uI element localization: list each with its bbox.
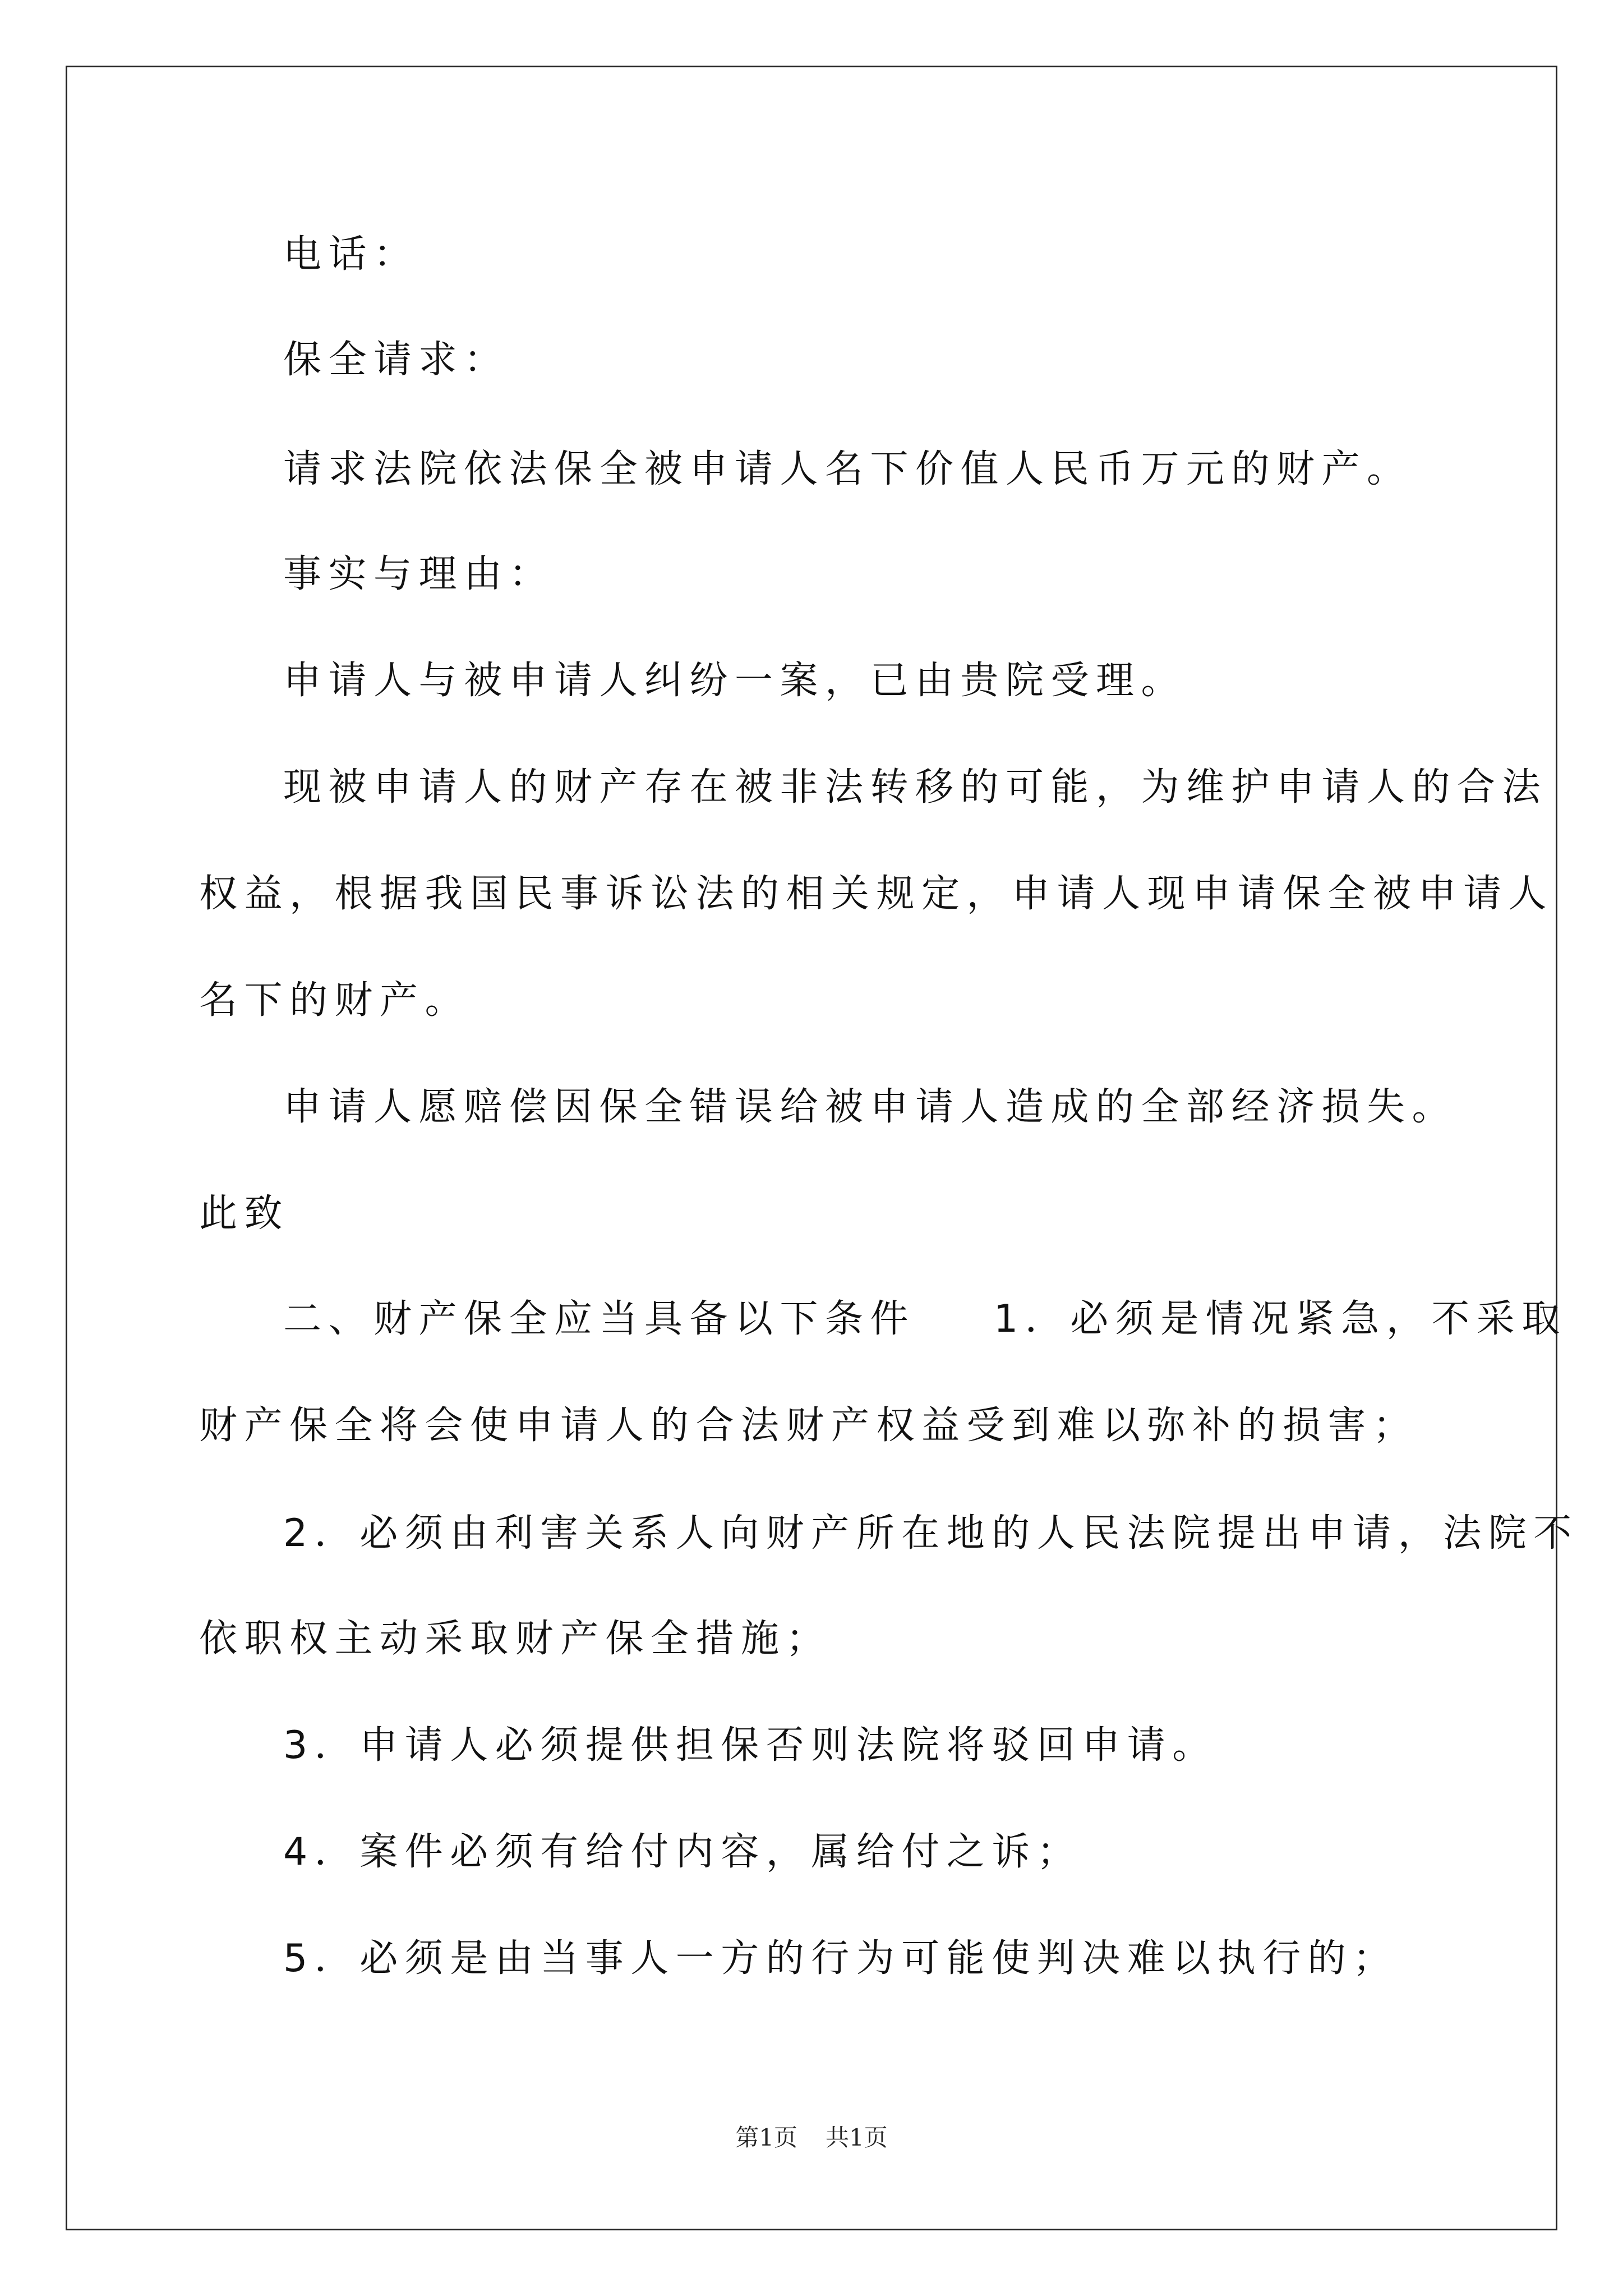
condition-3: 3．申请人必须提供担保否则法院将驳回申请。	[283, 1723, 1218, 1768]
paragraph-risk-line-3: 名下的财产。	[199, 978, 471, 1023]
conditions-heading-line	[283, 1297, 1567, 1341]
condition-1-continued: 财产保全将会使申请人的合法财产权益受到难以弥补的损害；	[199, 1404, 1418, 1448]
page-number-total: 共1页	[826, 2124, 888, 2151]
facts-reasons-heading: 事实与理由：	[283, 552, 555, 596]
paragraph-case-accepted: 申请人与被申请人纠纷一案，已由贵院受理。	[283, 659, 1187, 703]
page-border	[66, 66, 1557, 2230]
paragraph-risk-line-2: 权益，根据我国民事诉讼法的相关规定，申请人现申请保全被申请人	[199, 872, 1554, 916]
salutation: 此致	[199, 1191, 290, 1236]
paragraph-risk-line-1: 现被申请人的财产存在被非法转移的可能，为维护申请人的合法	[283, 765, 1548, 809]
paragraph-compensation: 申请人愿赔偿因保全错误给被申请人造成的全部经济损失。	[283, 1085, 1458, 1129]
page-number-current: 第1页	[735, 2124, 797, 2151]
condition-1-start: 1．必须是情况紧急，不采取	[994, 1297, 1567, 1341]
condition-5: 5．必须是由当事人一方的行为可能使判决难以执行的；	[283, 1936, 1398, 1981]
condition-2-line-1: 2．必须由利害关系人向财产所在地的人民法院提出申请，法院不	[283, 1511, 1579, 1556]
preservation-request-heading: 保全请求：	[283, 338, 509, 382]
conditions-heading: 二、财产保全应当具备以下条件	[283, 1297, 916, 1341]
page-footer	[0, 2119, 1623, 2153]
condition-4: 4．案件必须有给付内容，属给付之诉；	[283, 1830, 1082, 1874]
condition-2-line-2: 依职权主动采取财产保全措施；	[199, 1617, 832, 1661]
request-text: 请求法院依法保全被申请人名下价值人民币万元的财产。	[283, 447, 1412, 491]
phone-label: 电话：	[283, 232, 419, 277]
